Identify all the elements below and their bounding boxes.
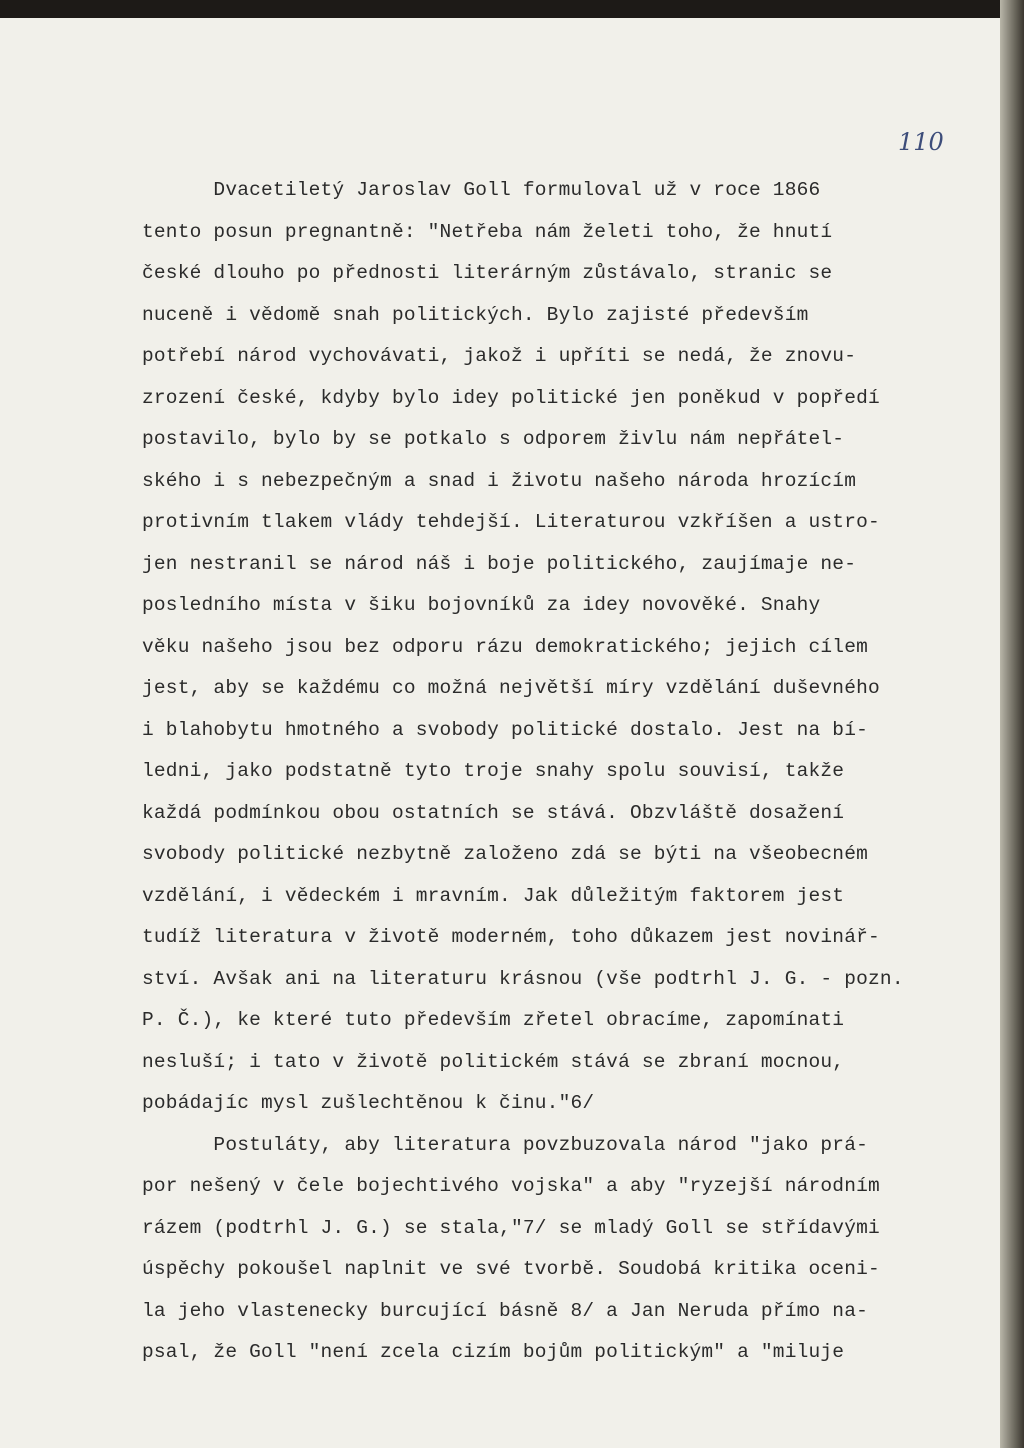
page-edge-shadow [1000,0,1024,1448]
text-line: ledni, jako podstatně tyto troje snahy spolu souvisí, takže [142,760,845,782]
text-line: Postuláty, aby literatura povzbuzovala národ "jako prá- [142,1133,869,1156]
text-line: úspěchy pokoušel naplnit ve své tvorbě. Soudobá kritika oceni- [142,1258,880,1280]
text-line: vzdělání, i vědeckém i mravním. Jak důležitým faktorem jest [142,884,845,907]
text-line: ského i s nebezpečným a snad i životu našeho národa hrozícím [142,469,857,492]
text-line: tento posun pregnantně: "Netřeba nám želeti toho, že hnutí [142,220,833,243]
text-line: nuceně i vědomě snah politických. Bylo zajisté především [142,303,809,326]
text-line: jen nestranil se národ náš i boje politického, zaujímaje ne- [142,552,857,575]
text-line: svobody politické nezbytně založeno zdá se býti na všeobecném [142,843,869,865]
handwritten-page-number: 110 [898,128,944,156]
text-line: posledního místa v šiku bojovníků za idey novověké. Snahy [142,594,821,616]
text-line: P. Č.), ke které tuto především zřetel obracíme, zapomínati [142,1009,845,1031]
text-line: české dlouho po přednosti literárným zůstávalo, stranic se [142,262,833,284]
text-line: i blahobytu hmotného a svobody politické dostalo. Jest na bí- [142,718,869,741]
text-line: postavilo, bylo by se potkalo s odporem živlu nám nepřátel- [142,428,845,450]
text-line: protivním tlakem vlády tehdejší. Literaturou vzkříšen a ustro- [142,511,880,533]
text-line: každá podmínkou obou ostatních se stává. Obzvláště dosažení [142,801,845,824]
text-line: zrození české, kdyby bylo idey politické jen poněkud v popředí [142,386,880,409]
text-line: Dvacetiletý Jaroslav Goll formuloval už v roce 1866 [142,179,821,201]
text-line: rázem (podtrhl J. G.) se stala,"7/ se mladý Goll se střídavými [142,1216,880,1239]
text-line: la jeho vlastenecky burcující básně 8/ a Jan Neruda přímo na- [142,1299,869,1322]
text-line: tudíž literatura v životě moderném, toho důkazem jest novinář- [142,926,880,948]
text-line: por nešený v čele bojechtivého vojska" a aby "ryzejší národním [142,1175,880,1197]
text-line: potřebí národ vychovávati, jakož i upříti se nedá, že znovu- [142,345,857,367]
text-line: psal, že Goll "není zcela cizím bojům politickým" a "miluje [142,1341,845,1363]
text-line: pobádajíc mysl zušlechtěnou k činu."6/ [142,1092,595,1114]
document-body [142,170,942,1374]
text-line: nesluší; i tato v životě politickém stává se zbraní mocnou, [142,1050,845,1073]
text-line: ství. Avšak ani na literaturu krásnou (vše podtrhl J. G. - pozn. [142,967,904,990]
text-line: jest, aby se každému co možná největší míry vzdělání duševného [142,677,880,699]
text-line: věku našeho jsou bez odporu rázu demokratického; jejich cílem [142,635,869,658]
